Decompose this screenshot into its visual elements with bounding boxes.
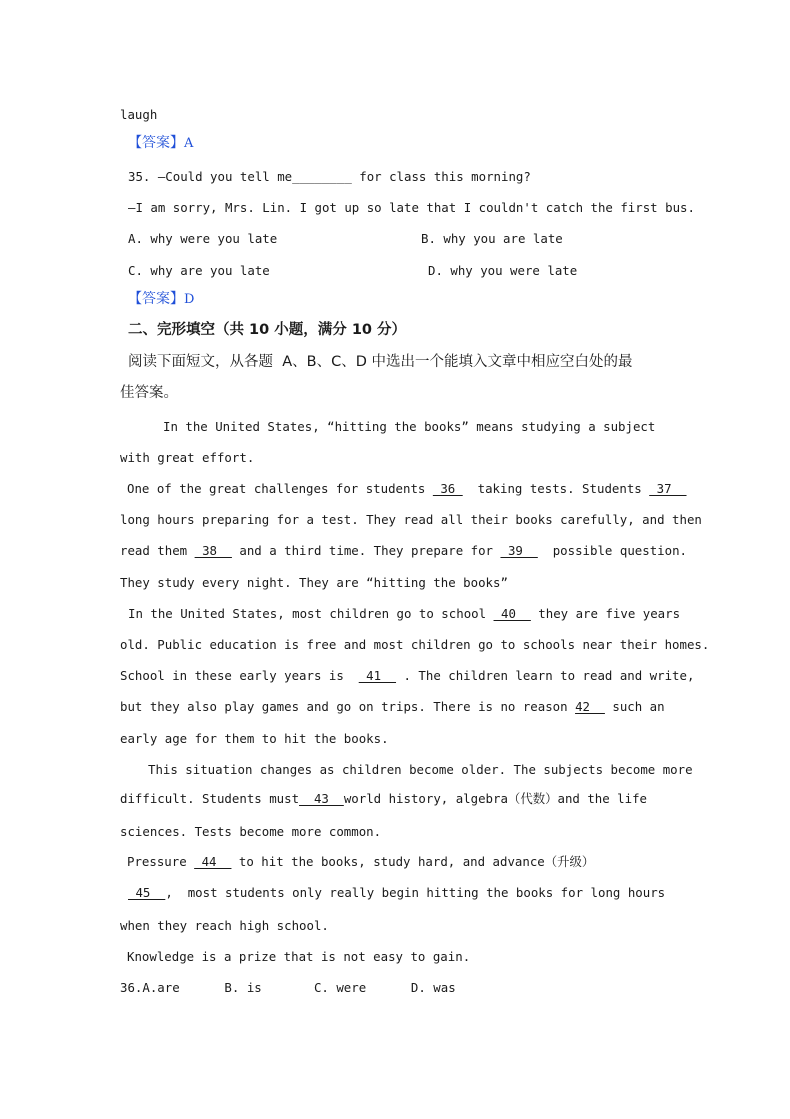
blank-40: 40 bbox=[493, 606, 531, 621]
passage-line bbox=[128, 606, 680, 622]
q35-stem: 35. —Could you tell me________ for class this morning? bbox=[128, 169, 531, 184]
passage-line bbox=[120, 668, 694, 684]
answer-label: 【答案】 bbox=[128, 291, 184, 307]
passage-text: to hit the books, study hard, and advance（升级） bbox=[231, 854, 595, 869]
blank-39: 39 bbox=[500, 543, 538, 558]
passage-text: but they also play games and go on trips. There is no reason bbox=[120, 699, 576, 714]
passage-text: possible question. bbox=[537, 543, 687, 558]
passage-line bbox=[128, 885, 665, 901]
section-instructions-line1: 阅读下面短文，从各题 A、B、C、D 中选出一个能填入文章中相应空白处的最 bbox=[128, 354, 633, 370]
passage-line: This situation changes as children become older. The subjects become more bbox=[148, 762, 693, 777]
passage-text: One of the great challenges for students bbox=[127, 481, 433, 496]
passage-line: with great effort. bbox=[120, 450, 255, 465]
blank-42: 42 bbox=[575, 699, 605, 714]
passage-text: they are five years bbox=[530, 606, 681, 621]
blank-45: 45 bbox=[128, 885, 166, 900]
blank-41: 41 bbox=[358, 668, 397, 683]
blank-37: 37 bbox=[649, 481, 687, 496]
passage-line: They study every night. They are “hitting the books” bbox=[120, 575, 508, 590]
answer-value: A bbox=[184, 136, 194, 151]
blank-36: 36 bbox=[432, 481, 463, 496]
passage-text: In the United States, most children go to school bbox=[128, 606, 494, 621]
q35-option-c: C. why are you late bbox=[128, 263, 270, 278]
prev-question-tail: laugh bbox=[120, 107, 158, 122]
passage-text: Pressure bbox=[127, 854, 195, 869]
passage-text: difficult. Students must bbox=[120, 791, 300, 806]
passage-line: long hours preparing for a test. They read all their books carefully, and then bbox=[120, 512, 702, 527]
passage-line: when they reach high school. bbox=[120, 918, 329, 933]
answer-line-34 bbox=[128, 135, 193, 152]
passage-text: . The children learn to read and write, bbox=[396, 668, 695, 683]
blank-44: 44 bbox=[194, 854, 232, 869]
section-instructions-line2: 佳答案。 bbox=[120, 385, 178, 401]
section-heading: 二、完形填空（共 10 小题，满分 10 分） bbox=[128, 322, 407, 338]
q35-option-b: B. why you are late bbox=[421, 231, 563, 246]
passage-text: , most students only really begin hitting the books for long hours bbox=[165, 885, 666, 900]
passage-line: sciences. Tests become more common. bbox=[120, 824, 382, 839]
blank-43: 43 bbox=[299, 791, 344, 806]
passage-line: Knowledge is a prize that is not easy to gain. bbox=[127, 949, 471, 964]
passage-text: such an bbox=[604, 699, 665, 714]
q35-option-d: D. why you were late bbox=[428, 263, 578, 278]
q35-option-a: A. why were you late bbox=[128, 231, 278, 246]
answer-line-35 bbox=[128, 291, 194, 308]
passage-line bbox=[127, 854, 594, 870]
passage-line: In the United States, “hitting the books” means studying a subject bbox=[163, 419, 656, 434]
passage-text: read them bbox=[120, 543, 195, 558]
q36-options: 36.A.are B. is C. were D. was bbox=[120, 980, 456, 995]
passage-line: early age for them to hit the books. bbox=[120, 731, 389, 746]
q35-reply: —I am sorry, Mrs. Lin. I got up so late that I couldn't catch the first bus. bbox=[128, 200, 695, 215]
answer-label: 【答案】 bbox=[128, 135, 184, 151]
passage-line: old. Public education is free and most children go to schools near their homes. bbox=[120, 637, 710, 652]
passage-text: and a third time. They prepare for bbox=[231, 543, 501, 558]
passage-text: taking tests. Students bbox=[462, 481, 650, 496]
blank-38: 38 bbox=[194, 543, 232, 558]
answer-value: D bbox=[184, 292, 195, 307]
passage-line bbox=[120, 699, 665, 715]
passage-line bbox=[127, 481, 687, 497]
passage-line bbox=[120, 543, 687, 559]
passage-line bbox=[120, 791, 647, 807]
passage-text: world history, algebra（代数）and the life bbox=[343, 791, 648, 806]
passage-text: School in these early years is bbox=[120, 668, 359, 683]
